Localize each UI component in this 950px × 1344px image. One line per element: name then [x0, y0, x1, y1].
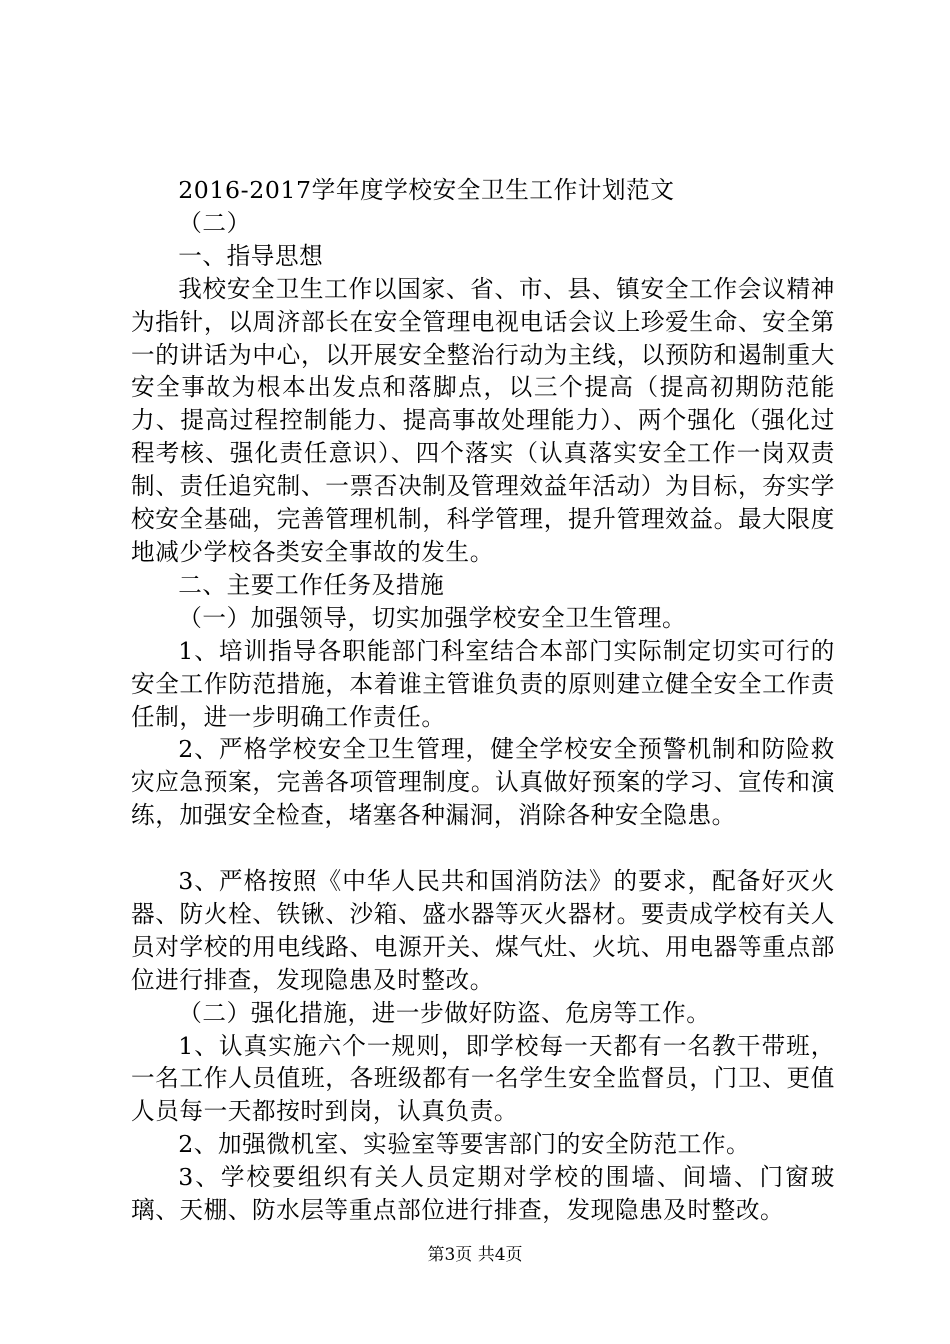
paragraph-guiding-ideology: 我校安全卫生工作以国家、省、市、县、镇安全工作会议精神为指针，以周济部长在安全管理电视电话会议上珍爱生命、安全第一的讲话为中心，以开展安全整治行动为主线，以预防和遏制重大安全事故为根本出发点和落脚点，以三个提高（提高初期防范能力、提高过程控制能力、提高事故处理能力）、两个强化（强化过程考核、强化责任意识）、四个落实（认真落实安全工作一岗双责制、责任追究制、一票否决制及管理效益年活动）为目标，夯实学校安全基础，完善管理机制，科学管理，提升管理效益。最大限度地减少学校各类安全事故的发生。 — [131, 274, 835, 566]
document-subtitle: （二） — [178, 208, 251, 237]
paragraph-item-2: 2、严格学校安全卫生管理，健全学校安全预警机制和防险救灾应急预案，完善各项管理制度。认真做好预案的学习、宣传和演练，加强安全检查，堵塞各种漏洞，消除各种安全隐患。 — [131, 735, 835, 830]
document-title: 2016-2017学年度学校安全卫生工作计划范文 — [178, 176, 675, 204]
paragraph-measure-3: 3、学校要组织有关人员定期对学校的围墙、间墙、门窗玻璃、天棚、防水层等重点部位进行排查，发现隐患及时整改。 — [131, 1163, 835, 1225]
section-heading-guiding-ideology: 一、指导思想 — [178, 241, 324, 270]
paragraph-measure-1: 1、认真实施六个一规则，即学校每一天都有一名教干带班，一名工作人员值班，各班级都有一名学生安全监督员，门卫、更值人员每一天都按时到岗，认真负责。 — [131, 1031, 835, 1126]
paragraph-measure-2: 2、加强微机室、实验室等要害部门的安全防范工作。 — [178, 1130, 751, 1159]
section-heading-main-tasks: 二、主要工作任务及措施 — [178, 570, 445, 599]
page-number-footer: 第3页 共4页 — [427, 1245, 523, 1265]
document-body — [131, 174, 835, 1227]
paragraph-item-1: 1、培训指导各职能部门科室结合本部门实际制定切实可行的安全工作防范措施，本着谁主管谁负责的原则建立健全安全工作责任制，进一步明确工作责任。 — [131, 636, 835, 731]
subsection-heading-measures: （二）强化措施，进一步做好防盗、危房等工作。 — [178, 998, 711, 1027]
subsection-heading-leadership: （一）加强领导，切实加强学校安全卫生管理。 — [178, 603, 687, 632]
paragraph-item-3: 3、严格按照《中华人民共和国消防法》的要求，配备好灭火器、防火栓、铁锹、沙箱、盛水器等灭火器材。要责成学校有关人员对学校的用电线路、电源开关、煤气灶、火坑、用电器等重点部位进行排查，发现隐患及时整改。 — [131, 867, 835, 994]
